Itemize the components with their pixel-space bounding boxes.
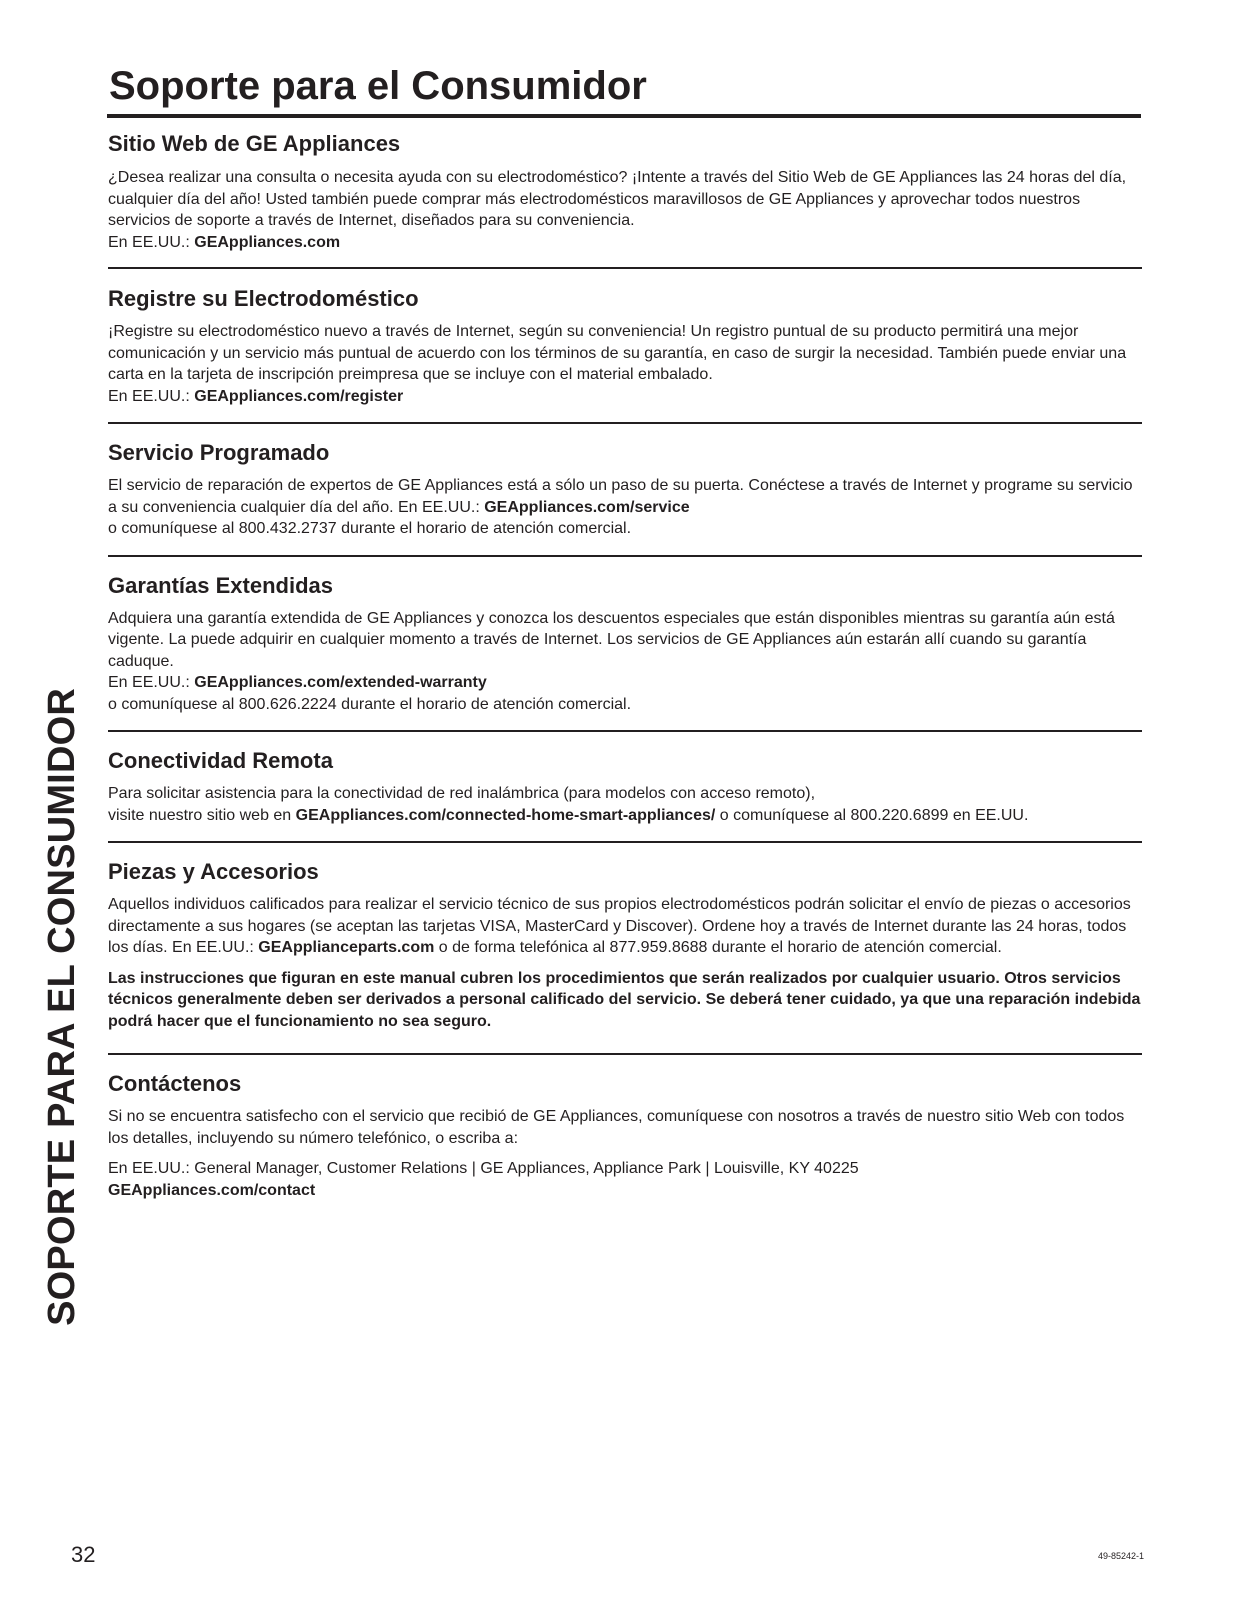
section-extended-warranty — [108, 557, 1142, 716]
section-text — [108, 783, 1142, 826]
warranty-link[interactable]: GEAppliances.com/extended-warranty — [194, 674, 487, 691]
parts-link[interactable]: GEApplianceparts.com — [258, 939, 435, 956]
section-body: o comuníquese al 800.432.2737 durante el horario de atención comercial. — [108, 520, 632, 537]
section-text — [108, 1158, 1142, 1201]
section-body: Adquiera una garantía extendida de GE Appliances y conozca los descuentos especiales que están disponibles mientras su garantía aún está vigente. La puede adquirir en cualquier momento a través de Internet. Los servicios de GE Appliances aún estarán allí cuando su garantía caduque. — [108, 609, 1115, 670]
section-body: o de forma telefónica al 877.959.8688 durante el horario de atención comercial. — [434, 939, 1002, 956]
us-prefix: En EE.UU.: — [108, 674, 195, 691]
content — [108, 126, 1142, 1201]
section-scheduled-service — [108, 424, 1142, 540]
us-prefix: En EE.UU.: — [108, 387, 195, 405]
contact-link[interactable]: GEAppliances.com/contact — [108, 1181, 316, 1199]
us-prefix: En EE.UU.: — [108, 233, 195, 251]
section-heading: Registre su Electrodoméstico — [108, 286, 419, 311]
section-heading: Piezas y Accesorios — [108, 859, 319, 884]
register-link[interactable]: GEAppliances.com/register — [194, 387, 404, 405]
title-divider — [107, 114, 1141, 118]
section-website — [108, 126, 1142, 253]
section-parts-accessories — [108, 843, 1142, 1032]
section-body: o comuníquese al 800.626.2224 durante el horario de atención comercial. — [108, 695, 632, 713]
warning-text: Las instrucciones que figuran en este manual cubren los procedimientos que serán realizados por cualquier usuario. Otros servicios técnicos generalmente deben ser derivados a personal calificado del servicio. Se deberá tener cuidado, ya que una reparación indebida podrá hacer que el funcionamiento no sea seguro. — [108, 969, 1141, 1030]
section-body: El servicio de reparación de expertos de GE Appliances está a sólo un paso de su puerta. Conéctese a través de Internet y programe su servicio a su conveniencia cualquier día del año. En EE.UU.: — [108, 477, 1133, 516]
section-heading: Garantías Extendidas — [108, 572, 333, 598]
section-register — [108, 269, 1142, 407]
side-title-text: SOPORTE PARA EL CONSUMIDOR — [41, 688, 83, 1326]
section-text — [108, 608, 1142, 716]
section-body: ¿Desea realizar una consulta o necesita ayuda con su electrodoméstico? ¡Intente a través del Sitio Web de GE Appliances las 24 horas del día, cualquier día del año! Usted también puede comprar más electrodomésticos maravillosos de GE Appliances y aprovechar todos nuestros servicios de soporte a través de Internet, diseñados para su conveniencia. — [108, 169, 1127, 229]
section-text — [108, 475, 1142, 540]
section-remote-connectivity — [108, 732, 1142, 826]
side-title — [40, 68, 84, 1326]
website-link[interactable]: GEAppliances.com — [194, 233, 341, 251]
page-title: Soporte para el Consumidor — [109, 64, 647, 108]
document-number: 49-85242-1 — [1097, 1551, 1144, 1561]
service-link[interactable]: GEAppliances.com/service — [484, 498, 690, 516]
section-text — [108, 321, 1142, 407]
connected-home-link[interactable]: GEAppliances.com/connected-home-smart-appliances/ — [295, 806, 716, 824]
section-contact — [108, 1055, 1142, 1201]
section-body: Si no se encuentra satisfecho con el servicio que recibió de GE Appliances, comuníquese con nosotros a través de nuestro sitio Web con todos los detalles, incluyendo su número telefónico, o escriba a: — [108, 1108, 1125, 1147]
mailing-address: En EE.UU.: General Manager, Customer Relations | GE Appliances, Appliance Park | Louisville, KY 40225 — [108, 1160, 859, 1177]
section-text — [108, 894, 1142, 959]
section-body: visite nuestro sitio web en — [108, 806, 296, 824]
section-body: o comuníquese al 800.220.6899 en EE.UU. — [715, 806, 1029, 824]
section-heading: Contáctenos — [108, 1071, 242, 1096]
section-body: Aquellos individuos calificados para realizar el servicio técnico de sus propios electrodomésticos podrán solicitar el envío de piezas o accesorios directamente a sus hogares (se aceptan las tarjetas VISA, MasterCard y Discover). Ordene hoy a través de Internet durante las 24 horas, todos los días. En EE.UU.: — [108, 896, 1131, 956]
section-heading: Sitio Web de GE Appliances — [108, 131, 401, 156]
section-heading: Conectividad Remota — [108, 748, 333, 773]
section-body: ¡Registre su electrodoméstico nuevo a través de Internet, según su conveniencia! Un registro puntual de su producto permitirá una mejor comunicación y un servicio más puntual de acuerdo con los términos de su garantía, en caso de surgir la necesidad. También puede enviar una carta en la tarjeta de inscripción preimpresa que se incluye con el material embalado. — [108, 323, 1127, 383]
section-heading: Servicio Programado — [108, 440, 330, 465]
section-body: Para solicitar asistencia para la conectividad de red inalámbrica (para modelos con acceso remoto), — [108, 785, 816, 802]
page-number: 32 — [71, 1542, 96, 1567]
section-text — [108, 167, 1142, 253]
